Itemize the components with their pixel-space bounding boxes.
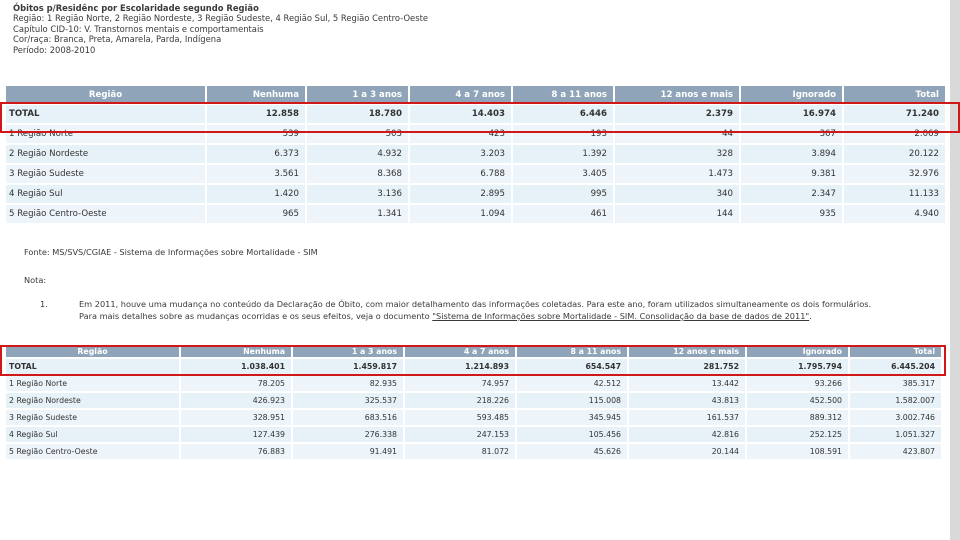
value-cell: 6.373 [206,144,306,164]
region-cell: 3 Região Sudeste [6,409,180,426]
region-cell: 4 Região Sul [6,184,206,204]
column-header: Nenhuma [206,86,306,104]
value-cell: 6.446 [512,104,614,124]
report-title: Óbitos p/Residênc por Escolaridade segundo Região [13,3,259,13]
column-header: Ignorado [746,346,849,358]
value-cell: 16.974 [740,104,843,124]
value-cell: 144 [614,204,740,223]
value-cell: 71.240 [843,104,946,124]
region-cell: 1 Região Norte [6,375,180,392]
value-cell: 4.940 [843,204,946,223]
value-cell: 3.002.746 [849,409,942,426]
value-cell: 14.403 [409,104,512,124]
value-cell: 81.072 [404,443,516,459]
column-header: 8 a 11 anos [516,346,628,358]
table-row [6,409,942,426]
note-line-2-suffix: . [809,311,812,321]
value-cell: 9.381 [740,164,843,184]
table-row [6,204,946,223]
value-cell: 11.133 [843,184,946,204]
value-cell: 74.957 [404,375,516,392]
value-cell: 193 [512,124,614,144]
value-cell: 1.582.007 [849,392,942,409]
value-cell: 935 [740,204,843,223]
column-header: 12 anos e mais [614,86,740,104]
region-cell: TOTAL [6,358,180,375]
value-cell: 1.459.817 [292,358,404,375]
value-cell: 2.895 [409,184,512,204]
note-line-2 [79,310,871,322]
value-cell: 593.485 [404,409,516,426]
value-cell: 539 [206,124,306,144]
note-text [79,298,871,322]
column-header: 4 a 7 anos [409,86,512,104]
table-row [6,426,942,443]
value-cell: 93.266 [746,375,849,392]
column-header: Nenhuma [180,346,292,358]
highlight-total-row-table-1 [0,102,960,133]
value-cell: 3.561 [206,164,306,184]
table-row [6,144,946,164]
value-cell: 6.788 [409,164,512,184]
value-cell: 2.069 [843,124,946,144]
value-cell: 1.038.401 [180,358,292,375]
value-cell: 683.516 [292,409,404,426]
region-cell: 4 Região Sul [6,426,180,443]
value-cell: 1.795.794 [746,358,849,375]
value-cell: 3.136 [306,184,409,204]
report-header [13,3,428,55]
note-label: Nota: [24,275,47,285]
value-cell: 889.312 [746,409,849,426]
value-cell: 452.500 [746,392,849,409]
value-cell: 325.537 [292,392,404,409]
table-row [6,164,946,184]
value-cell: 20.122 [843,144,946,164]
region-cell: TOTAL [6,104,206,124]
value-cell: 1.341 [306,204,409,223]
value-cell: 6.445.204 [849,358,942,375]
value-cell: 42.512 [516,375,628,392]
value-cell: 423.807 [849,443,942,459]
value-cell: 385.317 [849,375,942,392]
value-cell: 367 [740,124,843,144]
column-header: Total [849,346,942,358]
value-cell: 91.491 [292,443,404,459]
value-cell: 78.205 [180,375,292,392]
value-cell: 426.923 [180,392,292,409]
filter-periodo: Período: 2008-2010 [13,44,96,55]
value-cell: 328.951 [180,409,292,426]
value-cell: 2.379 [614,104,740,124]
filter-capitulo: Capítulo CID-10: V. Transtornos mentais e comportamentais [13,23,264,34]
value-cell: 4.932 [306,144,409,164]
value-cell: 503 [306,124,409,144]
column-header: 4 a 7 anos [404,346,516,358]
table-row [6,184,946,204]
value-cell: 1.420 [206,184,306,204]
column-header: Ignorado [740,86,843,104]
value-cell: 1.473 [614,164,740,184]
value-cell: 13.442 [628,375,746,392]
column-header: 1 a 3 anos [292,346,404,358]
value-cell: 654.547 [516,358,628,375]
value-cell: 82.935 [292,375,404,392]
value-cell: 340 [614,184,740,204]
column-header: Total [843,86,946,104]
value-cell: 1.094 [409,204,512,223]
value-cell: 8.368 [306,164,409,184]
highlight-total-row-table-2 [0,345,946,376]
value-cell: 20.144 [628,443,746,459]
value-cell: 127.439 [180,426,292,443]
column-header: 8 a 11 anos [512,86,614,104]
value-cell: 3.894 [740,144,843,164]
value-cell: 247.153 [404,426,516,443]
value-cell: 1.051.327 [849,426,942,443]
value-cell: 45.626 [516,443,628,459]
column-header: Região [6,86,206,104]
table-row [6,375,942,392]
region-cell: 1 Região Norte [6,124,206,144]
value-cell: 423 [409,124,512,144]
value-cell: 281.752 [628,358,746,375]
value-cell: 328 [614,144,740,164]
value-cell: 42.816 [628,426,746,443]
value-cell: 43.813 [628,392,746,409]
value-cell: 108.591 [746,443,849,459]
source-note: Fonte: MS/SVS/CGIAE - Sistema de Informações sobre Mortalidade - SIM [24,247,318,257]
column-header: 12 anos e mais [628,346,746,358]
region-cell: 2 Região Nordeste [6,144,206,164]
value-cell: 115.008 [516,392,628,409]
value-cell: 1.392 [512,144,614,164]
filter-regiao: Região: 1 Região Norte, 2 Região Nordeste, 3 Região Sudeste, 4 Região Sul, 5 Região Centro-Oeste [13,13,429,24]
value-cell: 965 [206,204,306,223]
value-cell: 18.780 [306,104,409,124]
filter-cor-raca: Cor/raça: Branca, Preta, Amarela, Parda, Indígena [13,34,222,45]
value-cell: 252.125 [746,426,849,443]
value-cell: 12.858 [206,104,306,124]
table-row [6,392,942,409]
column-header: Região [6,346,180,358]
value-cell: 105.456 [516,426,628,443]
column-header: 1 a 3 anos [306,86,409,104]
value-cell: 32.976 [843,164,946,184]
value-cell: 995 [512,184,614,204]
note-number: 1. [40,299,48,309]
value-cell: 3.405 [512,164,614,184]
value-cell: 3.203 [409,144,512,164]
region-cell: 5 Região Centro-Oeste [6,443,180,459]
region-cell: 2 Região Nordeste [6,392,180,409]
right-scrollbar-strip [950,0,960,540]
value-cell: 218.226 [404,392,516,409]
value-cell: 2.347 [740,184,843,204]
note-line-1: Em 2011, houve uma mudança no conteúdo da Declaração de Óbito, com maior detalhamento das informações coletadas. Para este ano, foram utilizados simultaneamente os dois formulários. [79,299,872,309]
value-cell: 461 [512,204,614,223]
value-cell: 345.945 [516,409,628,426]
region-cell: 5 Região Centro-Oeste [6,204,206,223]
value-cell: 1.214.893 [404,358,516,375]
value-cell: 44 [614,124,740,144]
sim-document-link[interactable]: "Sistema de Informações sobre Mortalidade - SIM. Consolidação da base de dados de 2011" [432,311,810,321]
value-cell: 76.883 [180,443,292,459]
note-line-2-prefix: Para mais detalhes sobre as mudanças ocorridas e os seus efeitos, veja o documento [79,311,433,321]
region-cell: 3 Região Sudeste [6,164,206,184]
value-cell: 161.537 [628,409,746,426]
value-cell: 276.338 [292,426,404,443]
table-row [6,443,942,459]
